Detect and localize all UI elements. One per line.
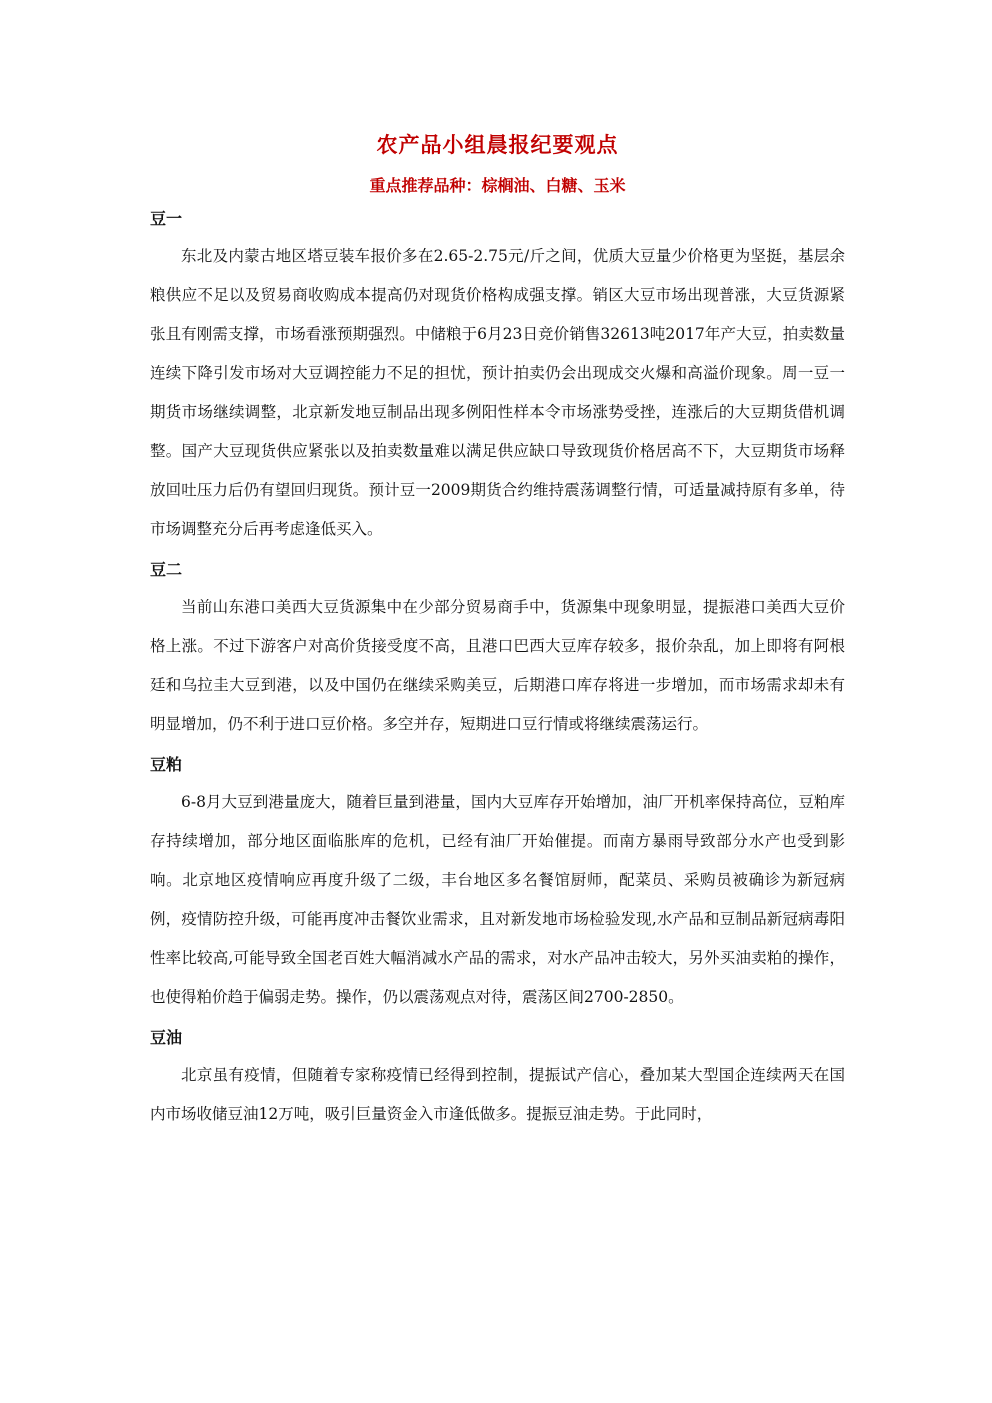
section-body: 6-8月大豆到港量庞大，随着巨量到港量，国内大豆库存开始增加，油厂开机率保持高位，豆粕库存持续增加，部分地区面临胀库的危机，已经有油厂开始催提。而南方暴雨导致部分水产也受到影响。北京地区疫情响应再度升级了二级，丰台地区多名餐馆厨师，配菜员、采购员被确诊为新冠病例，疫情防控升级，可能再度冲击餐饮业需求，且对新发地市场检验发现,水产品和豆制品新冠病毒阳性率比较高,可能导致全国老百姓大幅消减水产品的需求，对水产品冲击较大，另外买油卖粕的操作，也使得粕价趋于偏弱走势。操作，仍以震荡观点对待，震荡区间2700-2850。 xyxy=(150,793,845,1006)
section-heading: 豆粕 xyxy=(150,755,183,774)
section-dou-po xyxy=(150,752,845,1017)
document-page xyxy=(150,128,845,1134)
section-heading: 豆二 xyxy=(150,560,183,579)
section-body: 东北及内蒙古地区塔豆装车报价多在2.65-2.75元/斤之间，优质大豆量少价格更为坚挺，基层余粮供应不足以及贸易商收购成本提高仍对现货价格构成强支撑。销区大豆市场出现普涨，大豆货源紧张且有刚需支撑，市场看涨预期强烈。中储粮于6月23日竞价销售32613吨2017年产大豆，拍卖数量连续下降引发市场对大豆调控能力不足的担忧，预计拍卖仍会出现成交火爆和高溢价现象。周一豆一期货市场继续调整，北京新发地豆制品出现多例阳性样本令市场涨势受挫，连涨后的大豆期货借机调整。国产大豆现货供应紧张以及拍卖数量难以满足供应缺口导致现货价格居高不下，大豆期货市场释放回吐压力后仍有望回归现货。预计豆一2009期货合约维持震荡调整行情，可适量减持原有多单，待市场调整充分后再考虑逢低买入。 xyxy=(150,247,845,538)
section-heading: 豆油 xyxy=(150,1028,183,1047)
section-dou-yi xyxy=(150,206,845,549)
document-subtitle: 重点推荐品种：棕榈油、白糖、玉米 xyxy=(369,176,626,195)
section-heading: 豆一 xyxy=(150,209,183,228)
section-body: 当前山东港口美西大豆货源集中在少部分贸易商手中，货源集中现象明显，提振港口美西大豆价格上涨。不过下游客户对高价货接受度不高，且港口巴西大豆库存较多，报价杂乱，加上即将有阿根廷和乌拉圭大豆到港，以及中国仍在继续采购美豆，后期港口库存将进一步增加，而市场需求却未有明显增加，仍不利于进口豆价格。多空并存，短期进口豆行情或将继续震荡运行。 xyxy=(150,598,845,733)
section-dou-er xyxy=(150,557,845,744)
document-title: 农产品小组晨报纪要观点 xyxy=(376,133,619,157)
section-dou-you xyxy=(150,1025,845,1134)
section-body: 北京虽有疫情，但随着专家称疫情已经得到控制，提振试产信心，叠加某大型国企连续两天在国内市场收储豆油12万吨，吸引巨量资金入市逢低做多。提振豆油走势。于此同时， xyxy=(150,1066,845,1123)
